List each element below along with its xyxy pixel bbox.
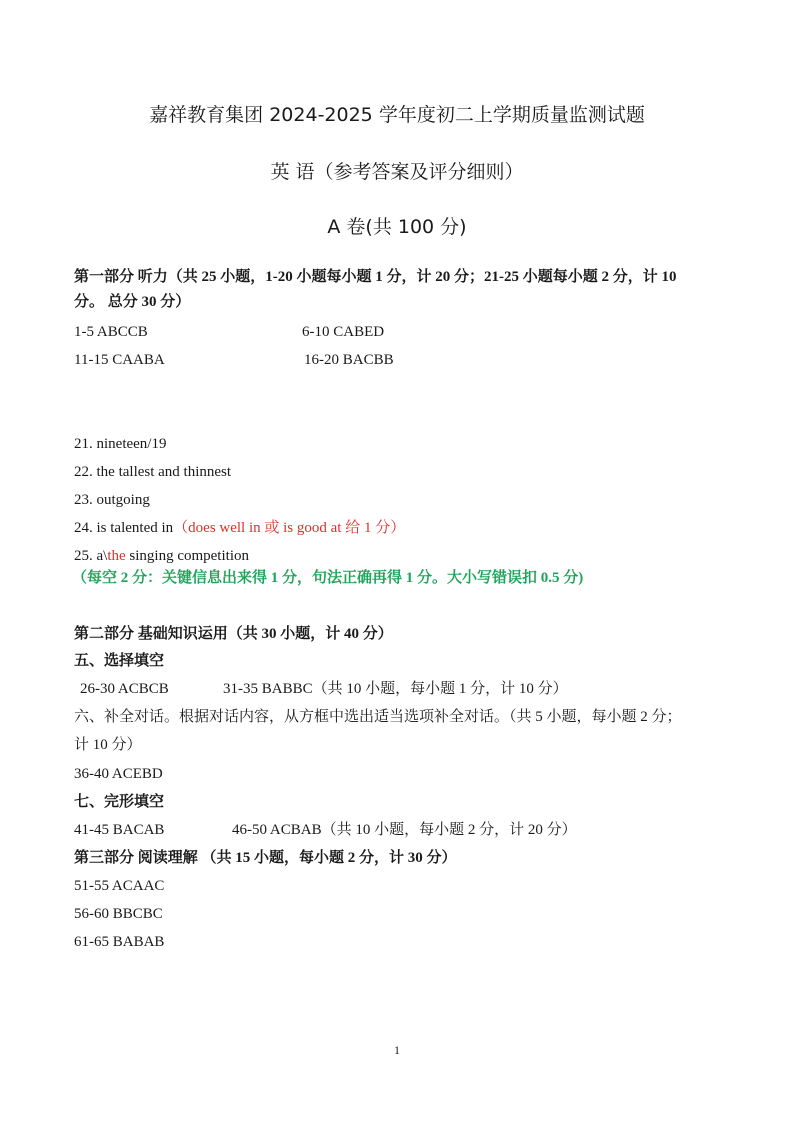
answers-61-65: 61-65 BABAB <box>74 934 165 950</box>
answers-26-30: 26-30 ACBCB <box>80 681 169 697</box>
part1-heading-line1: 第一部分 听力（共 25 小题，1-20 小题每小题 1 分，计 20 分；21-25 小题每小题 2 分，计 10 <box>74 269 677 285</box>
part1-heading-line2: 分。 总分 30 分） <box>74 294 191 310</box>
answers-31-35: 31-35 BABBC（共 10 小题，每小题 1 分，计 10 分） <box>223 681 568 697</box>
answers-1-5: 1-5 ABCCB <box>74 324 148 340</box>
answers-46-50: 46-50 ACBAB（共 10 小题，每小题 2 分，计 20 分） <box>232 822 577 838</box>
answers-41-45: 41-45 BACAB <box>74 822 165 838</box>
section5-title: 五、选择填空 <box>74 653 165 669</box>
volume-label: A 卷(共 100 分) <box>327 216 467 238</box>
part2-heading: 第二部分 基础知识运用（共 30 小题，计 40 分） <box>74 626 393 642</box>
answers-36-40: 36-40 ACEBD <box>74 766 163 782</box>
answers-51-55: 51-55 ACAAC <box>74 878 165 894</box>
section7-title: 七、完形填空 <box>74 794 165 810</box>
scoring-note: （每空 2 分：关键信息出来得 1 分，句法正确再得 1 分。大小写错误扣 0.5 分) <box>72 570 584 586</box>
document-subtitle: 英 语（参考答案及评分细则） <box>270 161 524 183</box>
part3-heading: 第三部分 阅读理解 （共 15 小题，每小题 2 分，计 30 分） <box>74 850 457 866</box>
fill-answer-21: 21. nineteen/19 <box>74 436 167 452</box>
answers-56-60: 56-60 BBCBC <box>74 906 163 922</box>
document-title: 嘉祥教育集团 2024-2025 学年度初二上学期质量监测试题 <box>149 104 645 126</box>
section6-title-line1: 六、补全对话。根据对话内容，从方框中选出适当选项补全对话。（共 5 小题，每小题 2 分； <box>74 709 682 725</box>
answers-11-15: 11-15 CAABA <box>74 352 165 368</box>
page-number: 1 <box>394 1043 400 1057</box>
fill-answer-22: 22. the tallest and thinnest <box>74 464 232 480</box>
fill-answer-24-note: （does well in 或 is good at 给 1 分） <box>173 520 406 536</box>
answers-16-20: 16-20 BACBB <box>304 352 394 368</box>
fill-answer-25-alt: the <box>107 548 126 564</box>
fill-answer-24-text: 24. is talented in <box>74 520 174 536</box>
fill-answer-23: 23. outgoing <box>74 492 150 508</box>
section6-title-line2: 计 10 分） <box>74 737 142 753</box>
answers-6-10: 6-10 CABED <box>302 324 385 340</box>
fill-answer-25 <box>74 546 249 566</box>
fill-answer-25-suffix: singing competition <box>125 548 249 564</box>
fill-answer-24 <box>74 518 405 538</box>
fill-answer-25-prefix: 25. a\ <box>74 548 108 564</box>
